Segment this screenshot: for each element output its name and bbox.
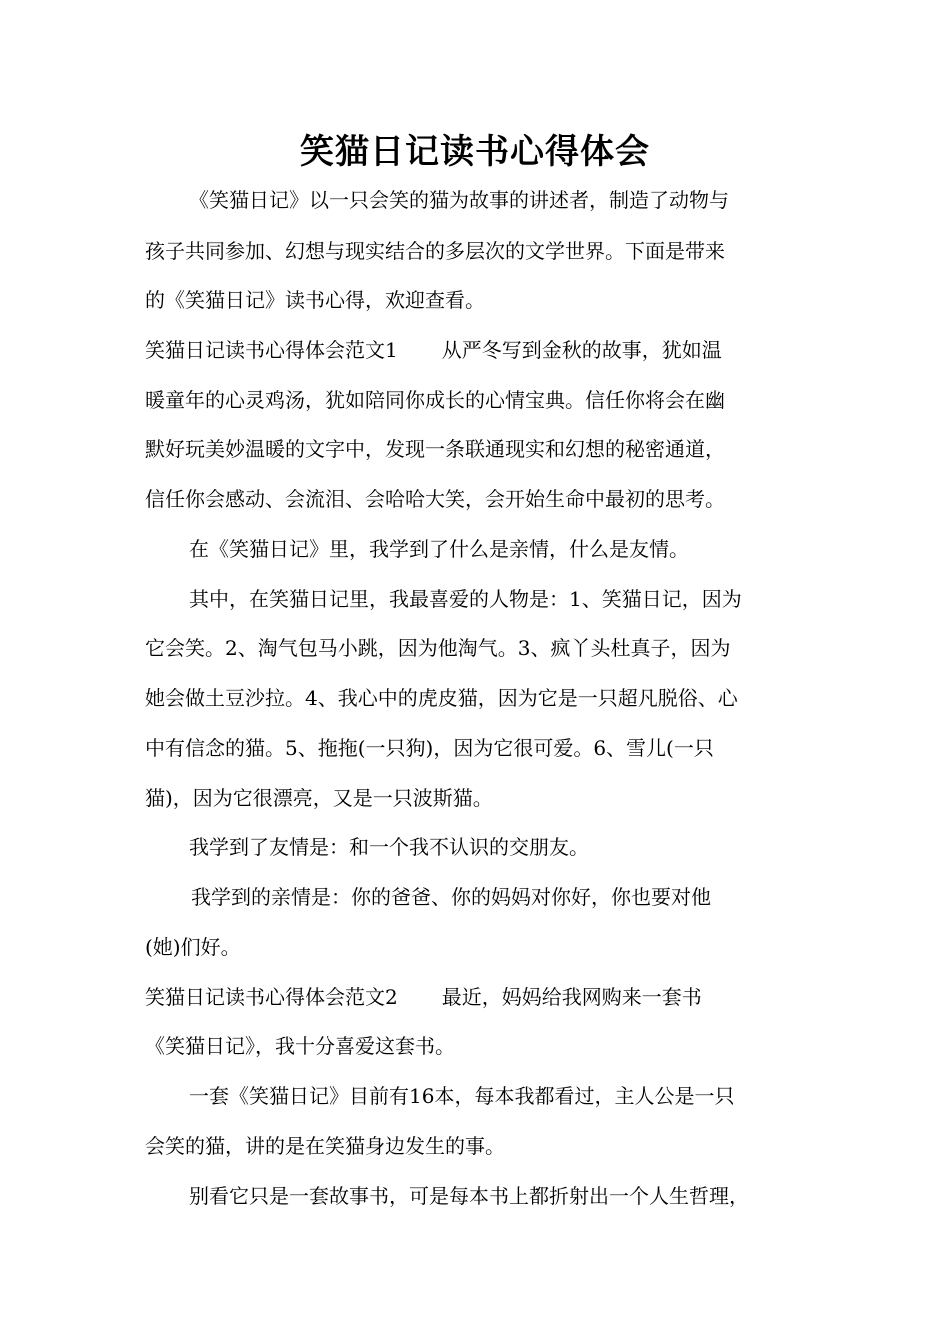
- section-heading: 笑猫日记读书心得体会范文1: [145, 338, 398, 362]
- paragraph-line: 我学到的亲情是：你的爸爸、你的妈妈对你好，你也要对他: [191, 885, 711, 909]
- paragraph-line: (她)们好。: [145, 935, 241, 959]
- paragraph-line: 它会笑。2、淘气包马小跳，因为他淘气。3、疯丫头杜真子，因为: [145, 636, 731, 660]
- paragraph-line: 信任你会感动、会流泪、会哈哈大笑，会开始生命中最初的思考。: [145, 487, 725, 511]
- section-heading-line: [145, 982, 702, 1012]
- paragraph-line: 默好玩美妙温暖的文字中，发现一条联通现实和幻想的秘密通道，: [145, 437, 725, 461]
- paragraph-line: 猫)，因为它很漂亮，又是一只波斯猫。: [145, 786, 493, 810]
- paragraph-line: 《笑猫日记》以一只会笑的猫为故事的讲述者，制造了动物与: [189, 188, 729, 212]
- paragraph-line: 暖童年的心灵鸡汤，犹如陪同你成长的心情宝典。信任你将会在幽: [145, 388, 725, 412]
- paragraph-line: 在《笑猫日记》里，我学到了什么是亲情，什么是友情。: [189, 537, 689, 561]
- section-heading-line: [145, 335, 722, 365]
- document-title: 笑猫日记读书心得体会: [300, 132, 650, 172]
- paragraph-line: 一套《笑猫日记》目前有16本，每本我都看过，主人公是一只: [189, 1084, 735, 1108]
- paragraph-line: 的《笑猫日记》读书心得，欢迎查看。: [145, 288, 485, 312]
- paragraph-line: 会笑的猫，讲的是在笑猫身边发生的事。: [145, 1134, 505, 1158]
- paragraph-line: 她会做土豆沙拉。4、我心中的虎皮猫，因为它是一只超凡脱俗、心: [145, 686, 738, 710]
- paragraph-line: 孩子共同参加、幻想与现实结合的多层次的文学世界。下面是带来: [145, 239, 725, 263]
- paragraph-text: 最近，妈妈给我网购来一套书: [441, 985, 702, 1009]
- paragraph-line: 其中，在笑猫日记里，我最喜爱的人物是：1、笑猫日记，因为: [189, 587, 742, 611]
- section-heading: 笑猫日记读书心得体会范文2: [145, 985, 398, 1009]
- paragraph-line: 我学到了友情是：和一个我不认识的交朋友。: [189, 835, 589, 859]
- paragraph-line: 别看它只是一套故事书，可是每本书上都折射出一个人生哲理，: [189, 1184, 749, 1208]
- paragraph-line: 中有信念的猫。5、拖拖(一只狗)，因为它很可爱。6、雪儿(一只: [145, 736, 714, 760]
- paragraph-text: 从严冬写到金秋的故事，犹如温: [441, 338, 722, 362]
- paragraph-line: 《笑猫日记》，我十分喜爱这套书。: [145, 1034, 455, 1058]
